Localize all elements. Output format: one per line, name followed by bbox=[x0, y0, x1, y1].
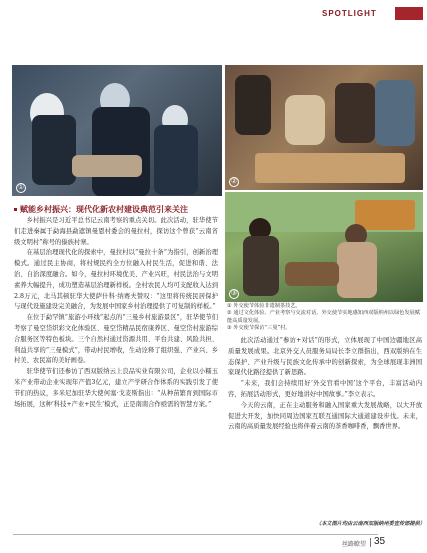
article-body-left bbox=[14, 216, 218, 528]
photo-captions bbox=[227, 303, 423, 333]
photo-village-visit bbox=[225, 192, 423, 302]
photo-cultural-exchange bbox=[225, 65, 423, 190]
photo-tea-making bbox=[12, 65, 222, 196]
article-body-right bbox=[228, 336, 422, 514]
footer-divider bbox=[13, 534, 378, 535]
photo-number: ① bbox=[17, 184, 25, 191]
caption: ② 通过文化体验、产业考察与交流对话，外交使节实地感知西双版纳州以绿色发展赋能高质量发展。 bbox=[227, 310, 421, 324]
photo-credit: （本文图片均由云南西双版纳州委宣传部提供） bbox=[316, 521, 425, 527]
section-color-bar bbox=[395, 7, 423, 20]
article-title bbox=[14, 204, 218, 215]
title-bullet-icon bbox=[14, 208, 17, 211]
article-title-text: 赋能乡村振兴：现代化新农村建设典范引来关注 bbox=[20, 205, 188, 214]
caption: ① 外交使节体验非遗制茶技艺。 bbox=[227, 303, 301, 309]
paragraph: 驻华使节们还参访了西双版纳云上良品实业有限公司，企业以小糯玉米产业带动企业实现年产值3亿元，建立产学研合作体系的实践引发了使节们的热议，多米尼加驻华大使何塞·戈麦斯指出：“从种苗繁育到国际市场拓展，这种‘科技+产业+民生’模式，正是南南合作亟需的智慧方案。” bbox=[14, 368, 218, 408]
paragraph: 此次活动通过“参访+对话”的形式，立体展现了中国边疆地区高质量发展成果。北京外交人员服务局局长李立群指出，西双版纳在生态保护、产业升级与民族文化传承中的创新探索，为全球展现非洲国家现代化路径提供了新思路。 bbox=[228, 337, 422, 377]
paragraph: 乡村振兴是习近平总书记云南考察的重点关切。此次活动，驻华使节们走进秦属于勐海县勐遮镇曼恩村委会的曼拉村，探访这个曾获“云南省级文明村”称号的傣族村寨。 bbox=[14, 217, 218, 246]
page-number: 35 bbox=[374, 536, 386, 547]
paragraph: 在基层治理现代化的探索中，曼拉村以“曼拉十条”为指引，创新治理模式。通过民主协商，将村规民约全方位融入村民生活，促进和谐、法治、自治深度融合。如今，曼拉村环境优美、产业兴旺，村民法治与文明素养大幅提升，成功塑造基层治理新样板。全村农民人均可支配收入达到2.8万元，北马其顿驻华大使萨什科·纳赛夫赞叹：“这里将传统民居保护与现代设施建设完美融合，为发展中国家乡村治理提供了可复制的样板。” bbox=[14, 249, 218, 311]
paragraph: “未来，我们会持续用好‘外交官看中国’这个平台，丰富活动内容，拓展活动形式，更好地讲好中国故事。”李立表示。 bbox=[228, 380, 422, 398]
caption: ③ 外交使节探访“三曼”村。 bbox=[227, 325, 291, 332]
paragraph: 在位于勐罕镇“旅游小环线”起点的“三曼乡村旅游景区”，驻华使节们考察了曼空岱织彩文化体验区、曼空岱精品民宿康养区、曼空岱村旅游综合服务区等特色板块。三个自然村通过资源共用、平台共建、风险共担、利益共享的“三曼模式”，带动村民增收，生动诠释了组织强、产业兴、乡村美、农民富的美好画卷。 bbox=[14, 314, 218, 365]
paragraph: 今天的云南，正在主动服务和融入国家重大发展战略，以大开放促进大开发，加快同周边国家互联互通国际大通道建设步伐。未来，云南的高质量发展经验也将伴着云南的茶香咖啡香，飘香世界。 bbox=[228, 401, 422, 431]
magazine-name: 丝路瞭望 bbox=[342, 541, 367, 548]
section-label: SPOTLIGHT bbox=[322, 9, 377, 18]
photo-number: ② bbox=[230, 178, 238, 185]
photo-number: ③ bbox=[230, 290, 238, 297]
footer-separator bbox=[370, 538, 371, 547]
